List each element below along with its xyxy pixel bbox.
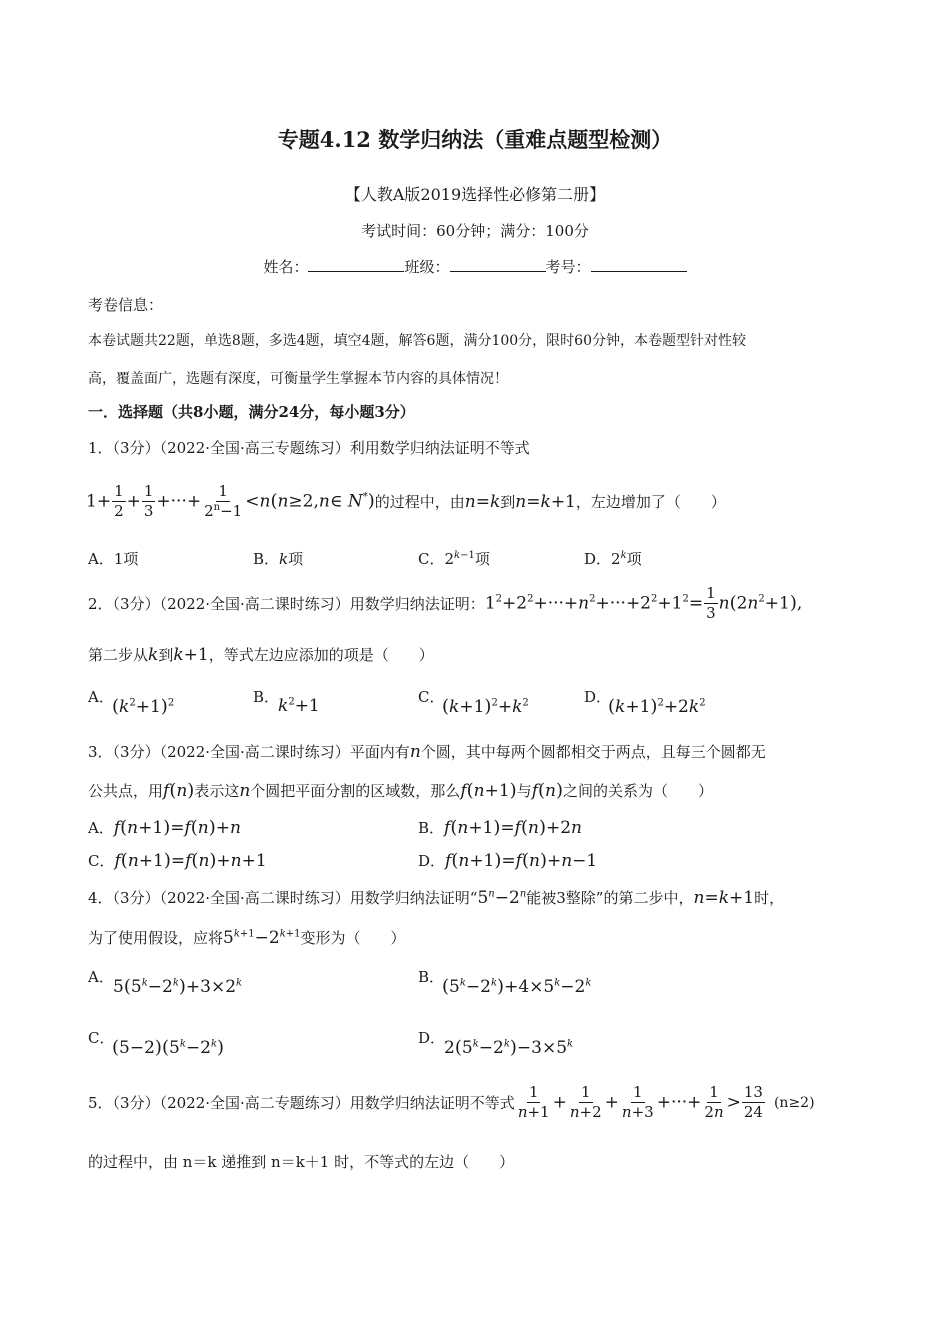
q2-option-d: $(k+1)^2+2k^2$ <box>608 696 706 717</box>
name-label: 姓名： <box>263 258 309 276</box>
q4-stem: 4．（3分）（2022·全国·高二课时练习）用数学归纳法证明“$5^n-2^n$能被3整除”的第二步中，n=k+1时， <box>88 888 785 908</box>
q4-option-b-label: B． <box>418 968 445 986</box>
name-blank <box>308 257 404 272</box>
q2-line2-end: ，等式左边应添加的项是（ ） <box>208 646 434 664</box>
page-subtitle: 【人教A版2019选择性必修第二册】 <box>344 185 606 204</box>
q4-option-d-label: D． <box>418 1029 446 1047</box>
q1-stem: 1．（3分）（2022·全国·高三专题练习）利用数学归纳法证明不等式 <box>88 439 530 457</box>
q3-line-2: 公共点，用f(n)表示这n个圆把平面分割的区域数，那么f(n+1)与f(n)之间的关系为（ ） <box>88 780 714 801</box>
info-line-2: 高，覆盖面广，选题有深度，可衡量学生掌握本节内容的具体情况！ <box>88 371 508 387</box>
info-label: 考卷信息： <box>88 296 164 314</box>
class-label: 班级： <box>404 258 450 276</box>
q1-n-eq-k: n=k <box>464 491 501 512</box>
q3-option-c: C．f(n+1)=f(n)+n+1 <box>88 850 267 871</box>
q1-option-b: B．k项 <box>253 550 304 568</box>
q2-line2-pre: 第二步从 <box>88 646 149 664</box>
q1-option-c-label: C． <box>418 550 445 568</box>
q2-option-c: $(k+1)^2+k^2$ <box>442 696 529 717</box>
q2-option-c-label: C． <box>418 688 445 706</box>
q4-option-a-label: A． <box>88 968 114 986</box>
class-blank <box>450 257 546 272</box>
q1-formula-line <box>86 484 726 520</box>
q3-line2-a: 公共点，用 <box>88 782 164 800</box>
q3-stem: 3．（3分）（2022·全国·高二课时练习）平面内有n个圆，其中每两个圆都相交于两点，且每三个圆都无 <box>88 742 766 762</box>
q1-text-to: 到 <box>500 493 516 512</box>
q1-option-d-label: D． <box>584 550 612 568</box>
q1-option-c: C．$2^{k-1}$项 <box>418 550 490 568</box>
q5-stem-line <box>88 1085 815 1121</box>
student-info-line <box>0 256 950 277</box>
q3-option-b-label: B． <box>418 819 445 837</box>
q4-line2-post: 变形为（ ） <box>300 929 406 947</box>
q4-option-c: $(5-2)(5^k-2^k)$ <box>112 1037 225 1058</box>
q1-option-a: A．1项 <box>88 550 139 568</box>
q4-option-b: $(5^k-2^k)+4\times 5^k-2^k$ <box>442 976 592 997</box>
q1-option-d: D．2$^k$项 <box>584 550 642 568</box>
page-title: 专题4.12 数学归纳法（重难点题型检测） <box>277 127 673 152</box>
q4-stem-end: 时， <box>754 889 785 907</box>
q1-text-end: ，左边增加了（ ） <box>575 493 726 512</box>
q1-option-b-text: 项 <box>288 550 304 568</box>
q2-line-2: 第二步从k到k+1，等式左边应添加的项是（ ） <box>88 645 434 665</box>
q3-line2-d: 与 <box>516 782 532 800</box>
q3-stem-pre: 3．（3分）（2022·全国·高二课时练习）平面内有 <box>88 743 410 761</box>
q1-option-b-label: B． <box>253 550 280 568</box>
q5-line-2: 的过程中，由 n＝k 递推到 n＝k＋1 时，不等式的左边（ ） <box>88 1153 515 1171</box>
q4-stem-mid: 能被3整除”的第二步中， <box>526 889 694 907</box>
q2-option-a-label: A． <box>88 688 114 706</box>
q3-line2-e: 之间的关系为（ ） <box>563 782 714 800</box>
exam-time: 考试时间：60分钟；满分：100分 <box>361 222 589 240</box>
q4-line-2: 为了使用假设，应将$5^{k+1}-2^{k+1}$变形为（ ） <box>88 928 406 948</box>
q3-option-c-label: C． <box>88 852 115 870</box>
q2-formula: $1^2+2^2+\cdot\cdot\cdot+n^2+\cdot\cdot\cdot+2^2+1^2=$ $\frac{1}{3}$ $n(2n^2+1)$, <box>484 584 803 622</box>
id-label: 考号： <box>545 258 591 276</box>
q3-option-a-label: A． <box>88 819 114 837</box>
q3-option-d: D．f(n+1)=f(n)+n−1 <box>418 850 598 871</box>
q3-stem-post: 个圆，其中每两个圆都相交于两点，且每三个圆都无 <box>420 743 766 761</box>
q3-line2-b: 表示这 <box>194 782 240 800</box>
q2-option-d-label: D． <box>584 688 612 706</box>
q4-option-d: $2(5^k-2^k)-3\times 5^k$ <box>444 1037 574 1058</box>
q4-option-a: $5(5^k-2^k)+3\times 2^k$ <box>113 976 243 997</box>
q4-option-c-label: C． <box>88 1029 115 1047</box>
q1-text-mid: 的过程中，由 <box>374 493 465 512</box>
q2-option-b-label: B． <box>253 688 280 706</box>
q1-option-d-text: 项 <box>626 550 642 568</box>
q2-option-b: $k^2+1$ <box>278 696 320 716</box>
q3-option-b: B．f(n+1)=f(n)+2n <box>418 817 582 838</box>
q4-line2-pre: 为了使用假设，应将 <box>88 929 224 947</box>
q1-formula: 1+ $\frac{1}{2}$ + $\frac{1}{3}$ +···+ $\frac{1}{2^n-1}$ <n(n≥2,n∈ N*) <box>86 482 375 520</box>
info-line-1: 本卷试题共22题，单选8题，多选4题，填空4题，解答6题，满分100分，限时60分钟，本卷题型针对性较 <box>88 333 746 349</box>
q1-n-eq-k1: n=k+1 <box>515 491 576 512</box>
q2-option-a: $(k^2+1)^2$ <box>112 696 175 717</box>
q2-stem: 2．（3分）（2022·全国·高二课时练习）用数学归纳法证明： <box>88 595 485 614</box>
q3-option-a: A．f(n+1)=f(n)+n <box>88 817 241 838</box>
q5-stem: 5．（3分）（2022·全国·高二专题练习）用数学归纳法证明不等式 <box>88 1094 515 1113</box>
id-blank <box>591 257 687 272</box>
q5-formula: $\frac{1}{n+1}$ + $\frac{1}{n+2}$ + $\frac{1}{n+3}$ +···+ $\frac{1}{2n}$ > $\frac{13}{24}$ <box>517 1083 763 1121</box>
q3-line2-c: 个圆把平面分割的区域数，那么 <box>250 782 461 800</box>
q1-option-c-text: 项 <box>474 550 490 568</box>
section-heading: 一．选择题（共8小题，满分24分，每小题3分） <box>88 403 415 421</box>
q2-line2-to: 到 <box>158 646 174 664</box>
q3-option-d-label: D． <box>418 852 446 870</box>
q5-condition: (n≥2) <box>773 1094 815 1111</box>
q4-stem-pre: 4．（3分）（2022·全国·高二课时练习）用数学归纳法证明“ <box>88 889 478 907</box>
q2-stem-line <box>88 586 802 622</box>
